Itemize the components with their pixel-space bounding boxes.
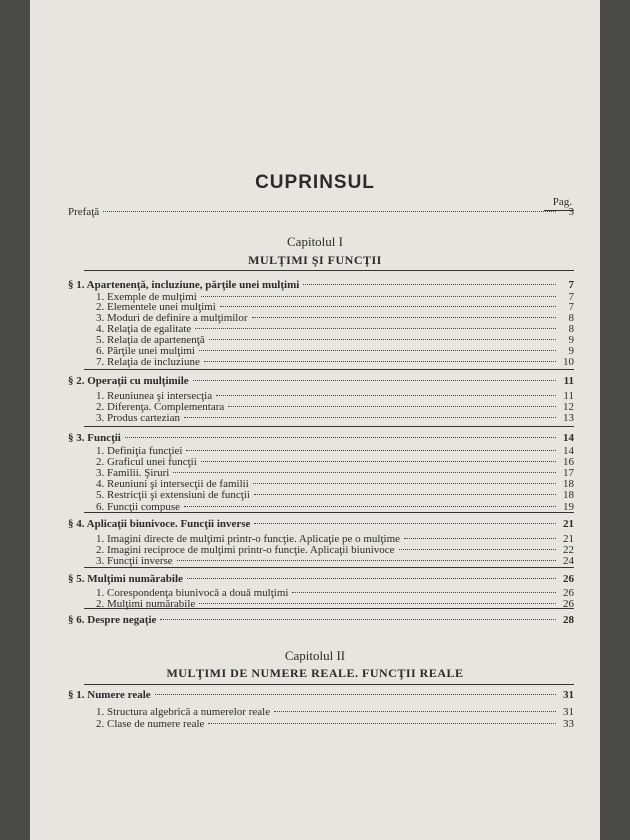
chapter2-entry-2[interactable]	[96, 706, 574, 718]
section-divider	[84, 567, 574, 568]
toc-entry-page: 26	[563, 587, 574, 599]
toc-entry-label: 6. Funcţii compuse	[96, 501, 181, 513]
toc-entry-label: § 2. Operaţii cu mulţimile	[68, 375, 189, 387]
chapter1-entry-1[interactable]	[68, 279, 574, 291]
leader-dots	[209, 339, 556, 340]
chapter2-entry-1[interactable]	[68, 689, 574, 701]
leader-dots	[125, 437, 556, 438]
toc-title: CUPRINSUL	[255, 172, 375, 193]
toc-entry-page: 7	[568, 291, 574, 303]
toc-entry-page: 8	[568, 323, 574, 335]
chapter1-entry-12[interactable]	[96, 412, 574, 424]
leader-dots	[184, 417, 556, 418]
toc-entry-label: § 5. Mulţimi numărabile	[68, 573, 183, 585]
chapter1-entry-27[interactable]	[68, 614, 574, 626]
leader-dots	[103, 211, 556, 212]
chapter1-entry-23[interactable]	[96, 555, 574, 567]
chapter-1-title: MULŢIMI ŞI FUNCŢII	[248, 253, 382, 267]
chapter1-entry-24[interactable]	[68, 573, 574, 585]
toc-entry-label: 3. Familii. Şiruri	[96, 467, 170, 479]
toc-entry-label: 1. Reuniunea şi intersecţia	[96, 390, 213, 402]
toc-entry-label: 2. Mulţimi numărabile	[96, 598, 196, 610]
toc-entry-page: 18	[563, 489, 574, 501]
toc-entry-page: 26	[563, 573, 574, 585]
toc-entry-page: 33	[563, 718, 574, 730]
leader-dots	[274, 711, 556, 712]
toc-entry-page: 14	[563, 445, 574, 457]
toc-entry-page: 7	[568, 301, 574, 313]
toc-entry-page: 18	[563, 478, 574, 490]
toc-entry-label: 2. Graficul unei funcţii	[96, 456, 197, 468]
leader-dots	[252, 317, 556, 318]
chapter-1-heading: Capitolul I	[287, 234, 343, 249]
leader-dots	[187, 578, 556, 579]
toc-entry-page: 9	[568, 345, 574, 357]
toc-entry-label: 3. Funcţii inverse	[96, 555, 173, 567]
toc-entry-label: 4. Relaţia de egalitate	[96, 323, 192, 335]
toc-entry-label: 2. Imagini reciproce de mulţimi printr-o funcţie. Aplicaţii biunivoce	[96, 544, 395, 556]
leader-dots	[254, 523, 556, 524]
leader-dots	[173, 472, 556, 473]
leader-dots	[201, 461, 556, 462]
section-divider	[84, 369, 574, 370]
leader-dots	[292, 592, 556, 593]
leader-dots	[253, 483, 556, 484]
toc-entry-page: 16	[563, 456, 574, 468]
leader-dots	[216, 395, 556, 396]
toc-entry-page: 14	[563, 432, 574, 444]
toc-entry-page: 17	[563, 467, 574, 479]
chapter1-entry-9[interactable]	[68, 375, 574, 387]
toc-entry-label: 1. Imagini directe de mulţimi printr-o funcţie. Aplicaţie pe o mulţime	[96, 533, 401, 545]
toc-entry-page: 13	[563, 412, 574, 424]
chapter1-entry-8[interactable]	[96, 356, 574, 368]
section-divider	[84, 608, 574, 609]
toc-entry-page: 3	[568, 206, 574, 218]
toc-entry-label: § 6. Despre negaţie	[68, 614, 157, 626]
toc-entry-label: 1. Corespondenţa biunivocă a două mulţimi	[96, 587, 289, 599]
toc-entry-page: 24	[563, 555, 574, 567]
toc-entry-label: 1. Exemple de mulţimi	[96, 291, 197, 303]
leader-dots	[201, 296, 556, 297]
toc-entry-page: 22	[563, 544, 574, 556]
section-divider	[84, 512, 574, 513]
toc-entry-page: 21	[563, 518, 574, 530]
toc-entry-preface[interactable]	[68, 206, 574, 218]
chapter2-entry-3[interactable]	[96, 718, 574, 730]
book-page	[30, 0, 600, 840]
toc-entry-label: 1. Structura algebrică a numerelor reale	[96, 706, 271, 718]
toc-entry-label: 3. Produs cartezian	[96, 412, 180, 424]
toc-entry-label: § 1. Numere reale	[68, 689, 151, 701]
toc-entry-label: 5. Relaţia de apartenenţă	[96, 334, 205, 346]
leader-dots	[228, 406, 556, 407]
chapter-2-rule	[84, 684, 574, 685]
leader-dots	[254, 494, 556, 495]
toc-entry-label: 5. Restricţii şi extensiuni de funcţii	[96, 489, 250, 501]
leader-dots	[220, 306, 556, 307]
toc-entry-page: 26	[563, 598, 574, 610]
toc-entry-label: 4. Reuniuni şi intersecţii de familii	[96, 478, 249, 490]
leader-dots	[160, 619, 556, 620]
toc-entry-page: 28	[563, 614, 574, 626]
page-column-label: Pag.	[552, 196, 572, 208]
chapter1-entry-20[interactable]	[68, 518, 574, 530]
chapter-1-rule	[84, 270, 574, 271]
toc-entry-label: 2. Elementele unei mulţimi	[96, 301, 216, 313]
toc-entry-label: § 4. Aplicaţii biunivoce. Funcţii inverse	[68, 518, 251, 530]
toc-entry-page: 11	[563, 375, 574, 387]
leader-dots	[195, 328, 556, 329]
toc-entry-label: 7. Relaţia de incluziune	[96, 356, 200, 368]
toc-entry-label: 1. Definiţia funcţiei	[96, 445, 183, 457]
toc-entry-label: 2. Clase de numere reale	[96, 718, 205, 730]
toc-entry-page: 19	[563, 501, 574, 513]
chapter1-entry-18[interactable]	[96, 489, 574, 501]
toc-entry-label: § 3. Funcţii	[68, 432, 121, 444]
chapter-2-title: MULŢIMI DE NUMERE REALE. FUNCŢII REALE	[166, 666, 464, 680]
leader-dots	[177, 560, 556, 561]
chapter1-entry-13[interactable]	[68, 432, 574, 444]
chapter-2-heading: Capitolul II	[284, 648, 346, 663]
leader-dots	[404, 538, 556, 539]
toc-entry-page: 21	[563, 533, 574, 545]
toc-entry-page: 10	[563, 356, 574, 368]
leader-dots	[193, 380, 556, 381]
toc-entry-label: 6. Părţile unei mulţimi	[96, 345, 195, 357]
toc-entry-page: 9	[568, 334, 574, 346]
leader-dots	[204, 361, 556, 362]
toc-entry-label: 3. Moduri de definire a mulţimilor	[96, 312, 248, 324]
leader-dots	[303, 284, 556, 285]
section-divider	[84, 426, 574, 427]
toc-entry-label: 2. Diferenţa. Complementara	[96, 401, 225, 413]
toc-entry-page: 7	[568, 279, 574, 291]
toc-entry-page: 12	[563, 401, 574, 413]
toc-entry-label: Prefaţă	[68, 206, 100, 218]
leader-dots	[184, 506, 556, 507]
toc-entry-page: 11	[563, 390, 574, 402]
toc-entry-page: 31	[563, 706, 574, 718]
toc-entry-page: 8	[568, 312, 574, 324]
toc-entry-label: § 1. Apartenenţă, incluziune, părţile unei mulţimi	[68, 279, 300, 291]
leader-dots	[186, 450, 556, 451]
toc-entry-page: 31	[563, 689, 574, 701]
leader-dots	[155, 694, 556, 695]
leader-dots	[399, 549, 556, 550]
leader-dots	[208, 723, 556, 724]
leader-dots	[199, 350, 556, 351]
leader-dots	[199, 603, 556, 604]
